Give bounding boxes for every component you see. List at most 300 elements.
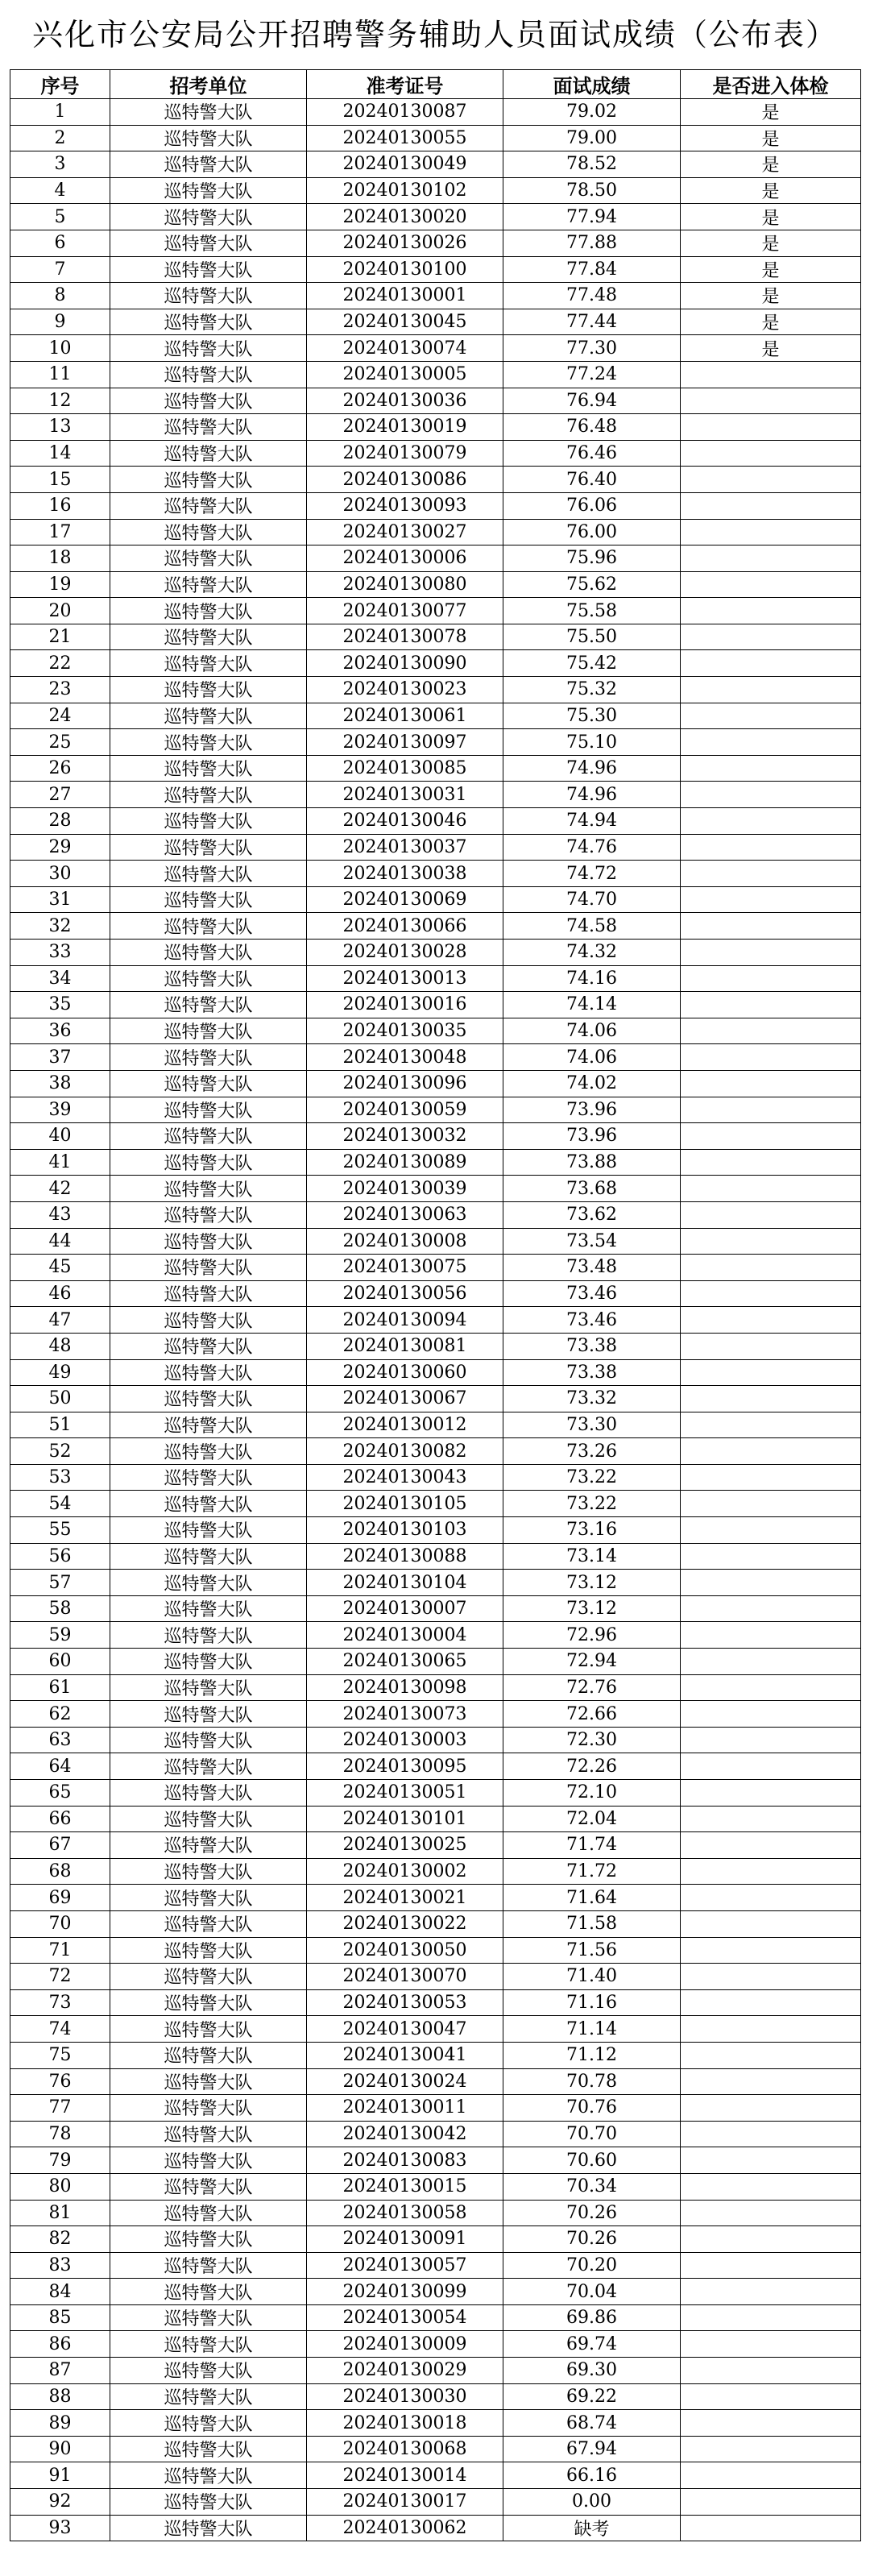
cell-unit: 巡特警大队: [110, 1910, 307, 1937]
cell-score: 75.10: [503, 729, 681, 756]
cell-unit: 巡特警大队: [110, 782, 307, 808]
cell-unit: 巡特警大队: [110, 1595, 307, 1622]
cell-score: 77.24: [503, 361, 681, 388]
cell-index: 10: [10, 335, 110, 362]
cell-index: 8: [10, 283, 110, 309]
cell-unit: 巡特警大队: [110, 2226, 307, 2253]
cell-medical: [681, 1333, 861, 1359]
cell-medical: [681, 2016, 861, 2043]
cell-score: 77.48: [503, 283, 681, 309]
cell-index: 5: [10, 204, 110, 230]
cell-unit: 巡特警大队: [110, 2173, 307, 2200]
cell-unit: 巡特警大队: [110, 1201, 307, 1228]
table-row: [10, 940, 861, 966]
table-row: [10, 2462, 861, 2489]
cell-unit: 巡特警大队: [110, 309, 307, 335]
cell-score: 75.58: [503, 598, 681, 624]
cell-medical: [681, 1280, 861, 1307]
cell-medical: [681, 1989, 861, 2016]
cell-index: 37: [10, 1044, 110, 1071]
cell-medical: [681, 1255, 861, 1281]
cell-index: 35: [10, 992, 110, 1018]
column-header-exam-id: 准考证号: [307, 70, 503, 99]
cell-index: 78: [10, 2121, 110, 2147]
cell-index: 85: [10, 2304, 110, 2331]
cell-index: 59: [10, 1622, 110, 1649]
cell-exam-id: 20240130007: [307, 1595, 503, 1622]
cell-index: 6: [10, 230, 110, 256]
cell-medical: 是: [681, 256, 861, 283]
cell-medical: [681, 1727, 861, 1753]
cell-score: 73.16: [503, 1517, 681, 1544]
cell-medical: [681, 1359, 861, 1386]
cell-score: 73.32: [503, 1386, 681, 1412]
cell-index: 17: [10, 519, 110, 545]
cell-medical: 是: [681, 125, 861, 151]
cell-exam-id: 20240130085: [307, 755, 503, 782]
cell-index: 11: [10, 361, 110, 388]
cell-score: 70.34: [503, 2173, 681, 2200]
cell-score: 76.40: [503, 467, 681, 493]
cell-unit: 巡特警大队: [110, 624, 307, 650]
cell-unit: 巡特警大队: [110, 1018, 307, 1044]
cell-unit: 巡特警大队: [110, 861, 307, 887]
cell-score: 73.54: [503, 1228, 681, 1255]
column-header-medical: 是否进入体检: [681, 70, 861, 99]
table-row: [10, 2147, 861, 2174]
cell-exam-id: 20240130061: [307, 703, 503, 729]
cell-index: 69: [10, 1885, 110, 1911]
cell-unit: 巡特警大队: [110, 1044, 307, 1071]
table-row: [10, 2095, 861, 2122]
cell-exam-id: 20240130005: [307, 361, 503, 388]
table-row: [10, 1201, 861, 1228]
cell-exam-id: 20240130066: [307, 913, 503, 940]
table-row: [10, 1989, 861, 2016]
cell-unit: 巡特警大队: [110, 913, 307, 940]
cell-score: 70.20: [503, 2252, 681, 2279]
table-row: [10, 2304, 861, 2331]
cell-medical: [681, 940, 861, 966]
cell-score: 75.30: [503, 703, 681, 729]
table-row: [10, 256, 861, 283]
cell-index: 48: [10, 1333, 110, 1359]
cell-medical: 是: [681, 177, 861, 204]
cell-unit: 巡特警大队: [110, 1255, 307, 1281]
cell-exam-id: 20240130012: [307, 1412, 503, 1438]
table-body: [10, 99, 861, 2541]
cell-medical: [681, 2462, 861, 2489]
cell-medical: [681, 2252, 861, 2279]
cell-medical: [681, 992, 861, 1018]
cell-exam-id: 20240130024: [307, 2068, 503, 2095]
cell-medical: [681, 1070, 861, 1097]
cell-unit: 巡特警大队: [110, 1359, 307, 1386]
cell-unit: 巡特警大队: [110, 1806, 307, 1832]
cell-unit: 巡特警大队: [110, 2016, 307, 2043]
cell-index: 34: [10, 965, 110, 992]
cell-unit: 巡特警大队: [110, 151, 307, 178]
cell-medical: [681, 2436, 861, 2462]
cell-unit: 巡特警大队: [110, 1149, 307, 1176]
cell-index: 67: [10, 1832, 110, 1859]
cell-exam-id: 20240130039: [307, 1176, 503, 1202]
cell-exam-id: 20240130016: [307, 992, 503, 1018]
table-row: [10, 467, 861, 493]
cell-index: 26: [10, 755, 110, 782]
cell-index: 64: [10, 1753, 110, 1780]
cell-medical: [681, 492, 861, 519]
table-row: [10, 388, 861, 414]
cell-medical: [681, 1858, 861, 1885]
table-row: [10, 703, 861, 729]
cell-exam-id: 20240130041: [307, 2042, 503, 2068]
table-row: [10, 598, 861, 624]
cell-score: 74.58: [503, 913, 681, 940]
cell-exam-id: 20240130020: [307, 204, 503, 230]
table-header-row: [10, 70, 861, 99]
cell-medical: 是: [681, 283, 861, 309]
cell-exam-id: 20240130063: [307, 1201, 503, 1228]
table-row: [10, 177, 861, 204]
table-row: [10, 782, 861, 808]
cell-score: 72.94: [503, 1649, 681, 1675]
cell-score: 73.88: [503, 1149, 681, 1176]
cell-medical: [681, 1674, 861, 1701]
cell-unit: 巡特警大队: [110, 755, 307, 782]
cell-unit: 巡特警大队: [110, 571, 307, 598]
table-row: [10, 1964, 861, 1990]
cell-index: 9: [10, 309, 110, 335]
cell-score: 75.50: [503, 624, 681, 650]
cell-unit: 巡特警大队: [110, 2331, 307, 2358]
cell-exam-id: 20240130088: [307, 1543, 503, 1570]
cell-exam-id: 20240130099: [307, 2279, 503, 2305]
table-row: [10, 1070, 861, 1097]
cell-score: 72.10: [503, 1780, 681, 1807]
table-row: [10, 1885, 861, 1911]
cell-index: 19: [10, 571, 110, 598]
cell-exam-id: 20240130065: [307, 1649, 503, 1675]
cell-unit: 巡特警大队: [110, 1176, 307, 1202]
cell-unit: 巡特警大队: [110, 1386, 307, 1412]
cell-index: 1: [10, 99, 110, 126]
table-row: [10, 1386, 861, 1412]
cell-index: 81: [10, 2200, 110, 2226]
cell-unit: 巡特警大队: [110, 2252, 307, 2279]
cell-exam-id: 20240130051: [307, 1780, 503, 1807]
cell-score: 71.64: [503, 1885, 681, 1911]
table-row: [10, 2173, 861, 2200]
cell-exam-id: 20240130035: [307, 1018, 503, 1044]
table-row: [10, 1780, 861, 1807]
cell-unit: 巡特警大队: [110, 1228, 307, 1255]
cell-exam-id: 20240130090: [307, 650, 503, 677]
cell-score: 72.96: [503, 1622, 681, 1649]
cell-medical: [681, 2200, 861, 2226]
cell-exam-id: 20240130075: [307, 1255, 503, 1281]
table-row: [10, 1018, 861, 1044]
cell-unit: 巡特警大队: [110, 492, 307, 519]
cell-unit: 巡特警大队: [110, 2095, 307, 2122]
table-row: [10, 2279, 861, 2305]
cell-medical: [681, 545, 861, 572]
cell-score: 70.78: [503, 2068, 681, 2095]
table-row: [10, 2042, 861, 2068]
cell-index: 32: [10, 913, 110, 940]
cell-index: 74: [10, 2016, 110, 2043]
cell-index: 27: [10, 782, 110, 808]
cell-unit: 巡特警大队: [110, 204, 307, 230]
cell-medical: [681, 1595, 861, 1622]
cell-index: 51: [10, 1412, 110, 1438]
cell-exam-id: 20240130103: [307, 1517, 503, 1544]
cell-exam-id: 20240130006: [307, 545, 503, 572]
cell-unit: 巡特警大队: [110, 1280, 307, 1307]
cell-score: 72.66: [503, 1701, 681, 1728]
cell-medical: [681, 1543, 861, 1570]
cell-medical: [681, 1570, 861, 1596]
column-header-score: 面试成绩: [503, 70, 681, 99]
cell-exam-id: 20240130004: [307, 1622, 503, 1649]
table-row: [10, 440, 861, 467]
cell-exam-id: 20240130057: [307, 2252, 503, 2279]
cell-exam-id: 20240130074: [307, 335, 503, 362]
cell-unit: 巡特警大队: [110, 1307, 307, 1334]
cell-medical: [681, 913, 861, 940]
cell-exam-id: 20240130023: [307, 677, 503, 703]
cell-unit: 巡特警大队: [110, 2462, 307, 2489]
cell-unit: 巡特警大队: [110, 256, 307, 283]
cell-unit: 巡特警大队: [110, 1858, 307, 1885]
cell-unit: 巡特警大队: [110, 1649, 307, 1675]
cell-unit: 巡特警大队: [110, 1412, 307, 1438]
cell-score: 72.30: [503, 1727, 681, 1753]
cell-unit: 巡特警大队: [110, 2358, 307, 2384]
cell-exam-id: 20240130067: [307, 1386, 503, 1412]
cell-index: 66: [10, 1806, 110, 1832]
table-row: [10, 2331, 861, 2358]
cell-unit: 巡特警大队: [110, 283, 307, 309]
cell-medical: [681, 782, 861, 808]
cell-exam-id: 20240130009: [307, 2331, 503, 2358]
cell-exam-id: 20240130036: [307, 388, 503, 414]
cell-unit: 巡特警大队: [110, 440, 307, 467]
cell-index: 18: [10, 545, 110, 572]
table-row: [10, 1044, 861, 1071]
cell-score: 78.50: [503, 177, 681, 204]
cell-medical: [681, 571, 861, 598]
column-header-index: 序号: [10, 70, 110, 99]
cell-unit: 巡特警大队: [110, 467, 307, 493]
table-row: [10, 1858, 861, 1885]
cell-exam-id: 20240130081: [307, 1333, 503, 1359]
cell-unit: 巡特警大队: [110, 1964, 307, 1990]
cell-exam-id: 20240130102: [307, 177, 503, 204]
cell-index: 12: [10, 388, 110, 414]
cell-score: 76.94: [503, 388, 681, 414]
cell-unit: 巡特警大队: [110, 2436, 307, 2462]
cell-medical: [681, 886, 861, 913]
cell-index: 82: [10, 2226, 110, 2253]
table-row: [10, 2410, 861, 2437]
table-row: [10, 1595, 861, 1622]
cell-unit: 巡特警大队: [110, 1674, 307, 1701]
cell-medical: [681, 2489, 861, 2516]
cell-unit: 巡特警大队: [110, 992, 307, 1018]
cell-index: 28: [10, 808, 110, 835]
cell-index: 50: [10, 1386, 110, 1412]
cell-score: 77.88: [503, 230, 681, 256]
cell-score: 66.16: [503, 2462, 681, 2489]
table-row: [10, 2436, 861, 2462]
cell-score: 71.56: [503, 1937, 681, 1964]
cell-medical: [681, 1517, 861, 1544]
cell-index: 89: [10, 2410, 110, 2437]
table-row: [10, 1333, 861, 1359]
cell-exam-id: 20240130073: [307, 1701, 503, 1728]
cell-medical: 是: [681, 99, 861, 126]
cell-unit: 巡特警大队: [110, 545, 307, 572]
cell-unit: 巡特警大队: [110, 1517, 307, 1544]
cell-medical: [681, 2121, 861, 2147]
cell-index: 88: [10, 2383, 110, 2410]
table-row: [10, 1123, 861, 1150]
cell-medical: [681, 1464, 861, 1491]
table-row: [10, 808, 861, 835]
cell-exam-id: 20240130105: [307, 1491, 503, 1517]
cell-exam-id: 20240130079: [307, 440, 503, 467]
cell-score: 73.12: [503, 1595, 681, 1622]
cell-exam-id: 20240130083: [307, 2147, 503, 2174]
cell-exam-id: 20240130047: [307, 2016, 503, 2043]
cell-index: 30: [10, 861, 110, 887]
cell-medical: [681, 1228, 861, 1255]
cell-exam-id: 20240130068: [307, 2436, 503, 2462]
cell-score: 73.22: [503, 1491, 681, 1517]
cell-unit: 巡特警大队: [110, 650, 307, 677]
cell-medical: [681, 2410, 861, 2437]
cell-unit: 巡特警大队: [110, 886, 307, 913]
cell-score: 73.96: [503, 1123, 681, 1150]
cell-index: 93: [10, 2515, 110, 2541]
cell-unit: 巡特警大队: [110, 1333, 307, 1359]
cell-score: 73.38: [503, 1333, 681, 1359]
cell-medical: [681, 2042, 861, 2068]
cell-medical: [681, 1149, 861, 1176]
cell-index: 44: [10, 1228, 110, 1255]
cell-medical: [681, 519, 861, 545]
table-row: [10, 204, 861, 230]
cell-exam-id: 20240130095: [307, 1753, 503, 1780]
cell-exam-id: 20240130089: [307, 1149, 503, 1176]
cell-medical: [681, 1964, 861, 1990]
cell-score: 73.68: [503, 1176, 681, 1202]
column-header-unit: 招考单位: [110, 70, 307, 99]
table-row: [10, 1228, 861, 1255]
cell-exam-id: 20240130086: [307, 467, 503, 493]
cell-score: 69.22: [503, 2383, 681, 2410]
cell-medical: [681, 388, 861, 414]
table-row: [10, 1806, 861, 1832]
cell-medical: [681, 1123, 861, 1150]
cell-medical: [681, 755, 861, 782]
cell-index: 21: [10, 624, 110, 650]
table-row: [10, 125, 861, 151]
cell-exam-id: 20240130097: [307, 729, 503, 756]
cell-score: 76.00: [503, 519, 681, 545]
cell-index: 77: [10, 2095, 110, 2122]
cell-medical: [681, 965, 861, 992]
cell-unit: 巡特警大队: [110, 335, 307, 362]
cell-exam-id: 20240130082: [307, 1438, 503, 1465]
table-row: [10, 2489, 861, 2516]
table-row: [10, 335, 861, 362]
cell-medical: [681, 2383, 861, 2410]
cell-index: 42: [10, 1176, 110, 1202]
cell-unit: 巡特警大队: [110, 1097, 307, 1123]
cell-unit: 巡特警大队: [110, 388, 307, 414]
table-row: [10, 677, 861, 703]
cell-exam-id: 20240130038: [307, 861, 503, 887]
cell-index: 43: [10, 1201, 110, 1228]
cell-exam-id: 20240130014: [307, 2462, 503, 2489]
cell-score: 74.76: [503, 834, 681, 861]
cell-unit: 巡特警大队: [110, 1464, 307, 1491]
cell-exam-id: 20240130048: [307, 1044, 503, 1071]
cell-index: 86: [10, 2331, 110, 2358]
cell-index: 92: [10, 2489, 110, 2516]
cell-score: 71.72: [503, 1858, 681, 1885]
table-row: [10, 886, 861, 913]
cell-medical: [681, 1386, 861, 1412]
table-row: [10, 1176, 861, 1202]
table-row: [10, 1753, 861, 1780]
table-row: [10, 1517, 861, 1544]
cell-unit: 巡特警大队: [110, 1622, 307, 1649]
table-row: [10, 2358, 861, 2384]
cell-medical: 是: [681, 309, 861, 335]
cell-medical: [681, 1806, 861, 1832]
cell-unit: 巡特警大队: [110, 2147, 307, 2174]
table-row: [10, 1570, 861, 1596]
table-row: [10, 1649, 861, 1675]
cell-score: 缺考: [503, 2515, 681, 2541]
cell-medical: [681, 1491, 861, 1517]
cell-medical: [681, 1649, 861, 1675]
cell-exam-id: 20240130054: [307, 2304, 503, 2331]
cell-exam-id: 20240130056: [307, 1280, 503, 1307]
cell-medical: [681, 1097, 861, 1123]
cell-exam-id: 20240130018: [307, 2410, 503, 2437]
cell-score: 77.84: [503, 256, 681, 283]
cell-index: 52: [10, 1438, 110, 1465]
cell-unit: 巡特警大队: [110, 677, 307, 703]
cell-unit: 巡特警大队: [110, 1701, 307, 1728]
cell-index: 91: [10, 2462, 110, 2489]
cell-score: 73.30: [503, 1412, 681, 1438]
cell-exam-id: 20240130029: [307, 2358, 503, 2384]
cell-score: 72.26: [503, 1753, 681, 1780]
cell-medical: [681, 2331, 861, 2358]
cell-score: 75.96: [503, 545, 681, 572]
table-row: [10, 834, 861, 861]
cell-unit: 巡特警大队: [110, 1438, 307, 1465]
table-row: [10, 151, 861, 178]
cell-score: 76.48: [503, 414, 681, 441]
cell-index: 24: [10, 703, 110, 729]
cell-unit: 巡特警大队: [110, 598, 307, 624]
